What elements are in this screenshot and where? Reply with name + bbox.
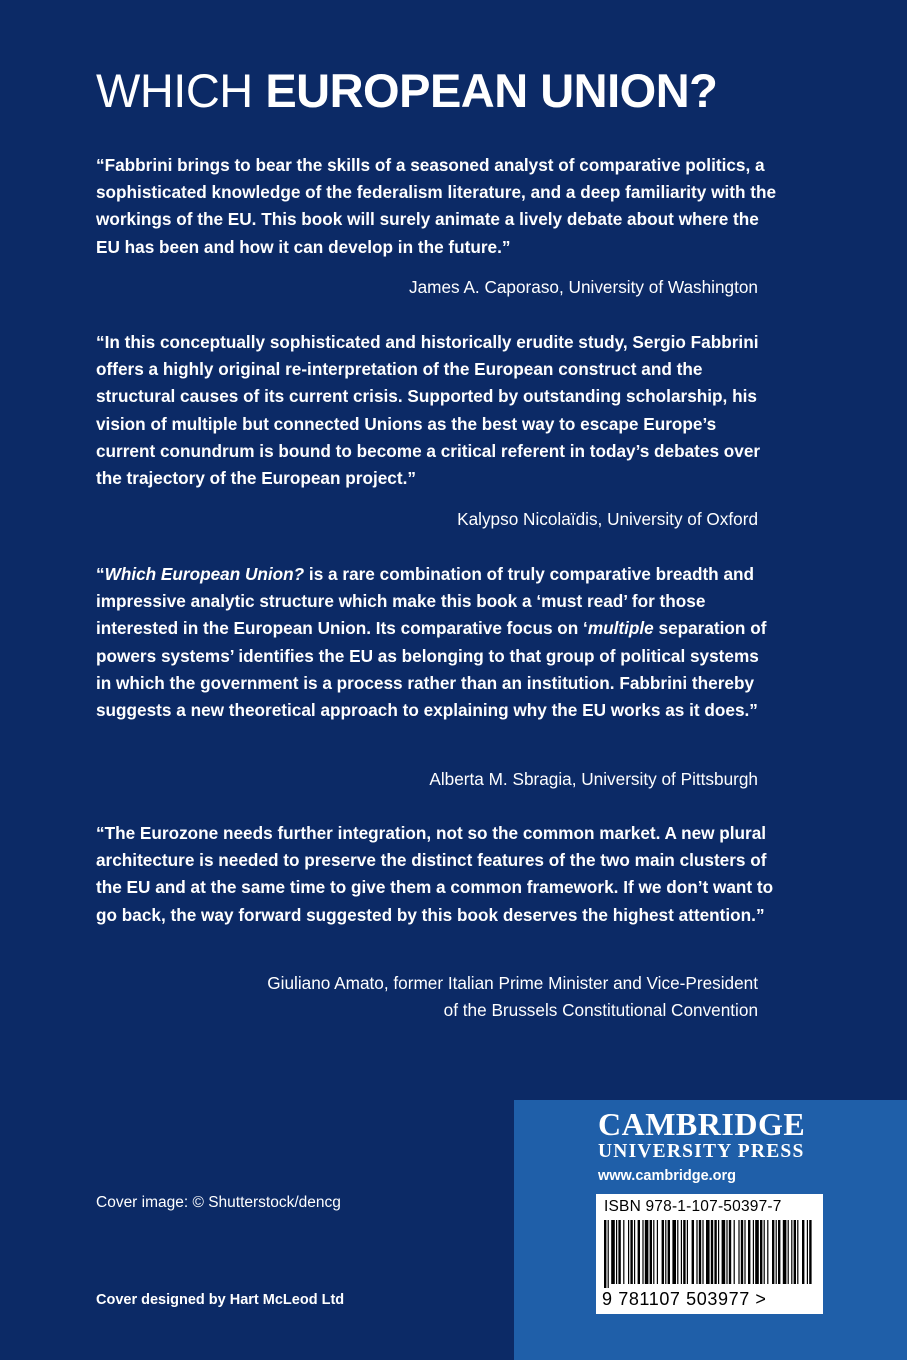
barcode-bar [665,1220,666,1284]
barcode-bar [628,1220,629,1284]
barcode-bar [683,1220,685,1284]
barcode-bar [618,1220,620,1284]
book-title [96,60,717,122]
quote-3-open-mark: “ [96,564,105,584]
barcode-bar [692,1220,694,1284]
barcode-bar [764,1220,765,1284]
barcode-bar [734,1220,735,1284]
barcode-bar [706,1220,710,1284]
barcode-bar [696,1220,697,1284]
barcode-bar [672,1220,676,1284]
barcode-bar [645,1220,649,1284]
publisher-subtitle: UNIVERSITY PRESS [598,1141,805,1162]
endorsement-attribution-1: James A. Caporaso, University of Washington [409,277,758,297]
barcode-bar [748,1220,750,1284]
endorsement-attribution-4 [267,970,758,1024]
barcode-bar [650,1220,652,1284]
barcode-bar [809,1220,811,1284]
barcode-bar [791,1220,792,1284]
barcode-bar [776,1220,777,1284]
barcode-bar [668,1220,670,1284]
barcode-bar [755,1220,759,1284]
barcode-bar [718,1220,719,1284]
barcode-bar [788,1220,789,1284]
barcode-bar [741,1220,743,1284]
barcode-bar [760,1220,762,1284]
barcode-bar [711,1220,713,1284]
barcode-bar [797,1220,798,1284]
barcode-bar [623,1220,624,1284]
barcode-bar [778,1220,780,1284]
barcode-bar [657,1220,658,1284]
barcode-bar [608,1220,609,1288]
endorsement-quote-3 [96,561,776,724]
barcode-bar [783,1220,787,1284]
publisher-url[interactable]: www.cambridge.org [598,1168,737,1184]
barcode-bar [802,1220,804,1284]
publisher-name: CAMBRIDGE [598,1106,806,1142]
barcode-bar [726,1220,727,1284]
barcode-bar [772,1220,774,1284]
endorsement-quote-1: “Fabbrini brings to bear the skills of a seasoned analyst of comparative politics, a sophisticated knowledge of the federalism literature, and a deep familiarity with the workings of the EU. This book will surely animate a lively debate about where the EU has been and how it can develop in the future.” [96,155,777,257]
cover-design-credit: Cover designed by Hart McLeod Ltd [96,1292,345,1308]
title-part-2: EUROPEAN UNION? [265,64,718,117]
endorsement-attribution-2: Kalypso Nicolaïdis, University of Oxford [457,509,758,529]
barcode-bar [714,1220,716,1284]
barcode-bar [653,1220,654,1284]
barcode-bar [744,1220,745,1284]
barcode-bar [753,1220,754,1284]
barcode-bar [807,1220,808,1284]
quote-3-text-b: separation of powers systems’ identifies the EU as belonging to that group of political systems in which the government is a process rather than an institution. Fabbrini thereby suggests a new theoretical approach to explaining why the EU works as it does.” [96,618,767,721]
endorsement-quote-2: “In this conceptually sophisticated and historically erudite study, Sergio Fabbrini offers a highly original re-interpretation of the European construct and the structural causes of its current crisis. Supported by outstanding scholarship, his vision of multiple but connected Unions as the best way to escape Europe’s current conundrum is bound to become a critical referent in today’s debates over the trajectory of the European project.” [96,332,761,489]
barcode-panel [596,1194,823,1314]
barcode-bar [662,1220,664,1284]
quote-3-italic-word: multiple [587,618,654,639]
barcode-icon [604,1220,814,1288]
endorsement-attribution-3: Alberta M. Sbragia, University of Pittsburgh [429,769,758,789]
barcode-bar [722,1220,726,1284]
barcode-bar [611,1220,615,1284]
quote-3-book-title: Which European Union? [104,564,305,584]
title-part-1: WHICH [96,64,266,117]
barcode-bar [634,1220,635,1284]
barcode-bar [687,1220,688,1284]
barcode-bar [616,1220,617,1284]
attribution-4-line-2: of the Brussels Constitutional Convention [443,1000,758,1021]
barcode-bar [638,1220,640,1284]
barcode-bar [794,1220,796,1284]
barcode-bar [729,1220,731,1284]
barcode-bar [642,1220,643,1284]
cover-image-credit: Cover image: © Shutterstock/dencg [96,1194,341,1211]
barcode-bar [630,1220,632,1284]
barcode-bar [699,1220,701,1284]
barcode-bar [677,1220,678,1284]
attribution-4-line-1: Giuliano Amato, former Italian Prime Minister and Vice-President [267,973,758,993]
barcode-bar [681,1220,682,1284]
endorsement-quote-4: “The Eurozone needs further integration, not so the common market. A new plural architecture is needed to preserve the distinct features of the two main clusters of the EU and at the same time to give them a common framework. If we don’t want to go back, the way forward suggested by this book deserves the highest attention.” [96,823,774,925]
barcode-bar [738,1220,739,1284]
barcode-bar [702,1220,703,1284]
isbn-text: ISBN 978-1-107-50397-7 [604,1198,782,1215]
quote-3-text-a: is a rare combination of truly comparative breadth and impressive analytic structure which make this book a ‘must read’ for those interested in the European Union. Its comparative focus on ‘ [96,564,755,639]
barcode-bar [604,1220,606,1288]
barcode-number: 9 781107 503977 > [602,1289,767,1309]
barcode-bar [767,1220,768,1284]
